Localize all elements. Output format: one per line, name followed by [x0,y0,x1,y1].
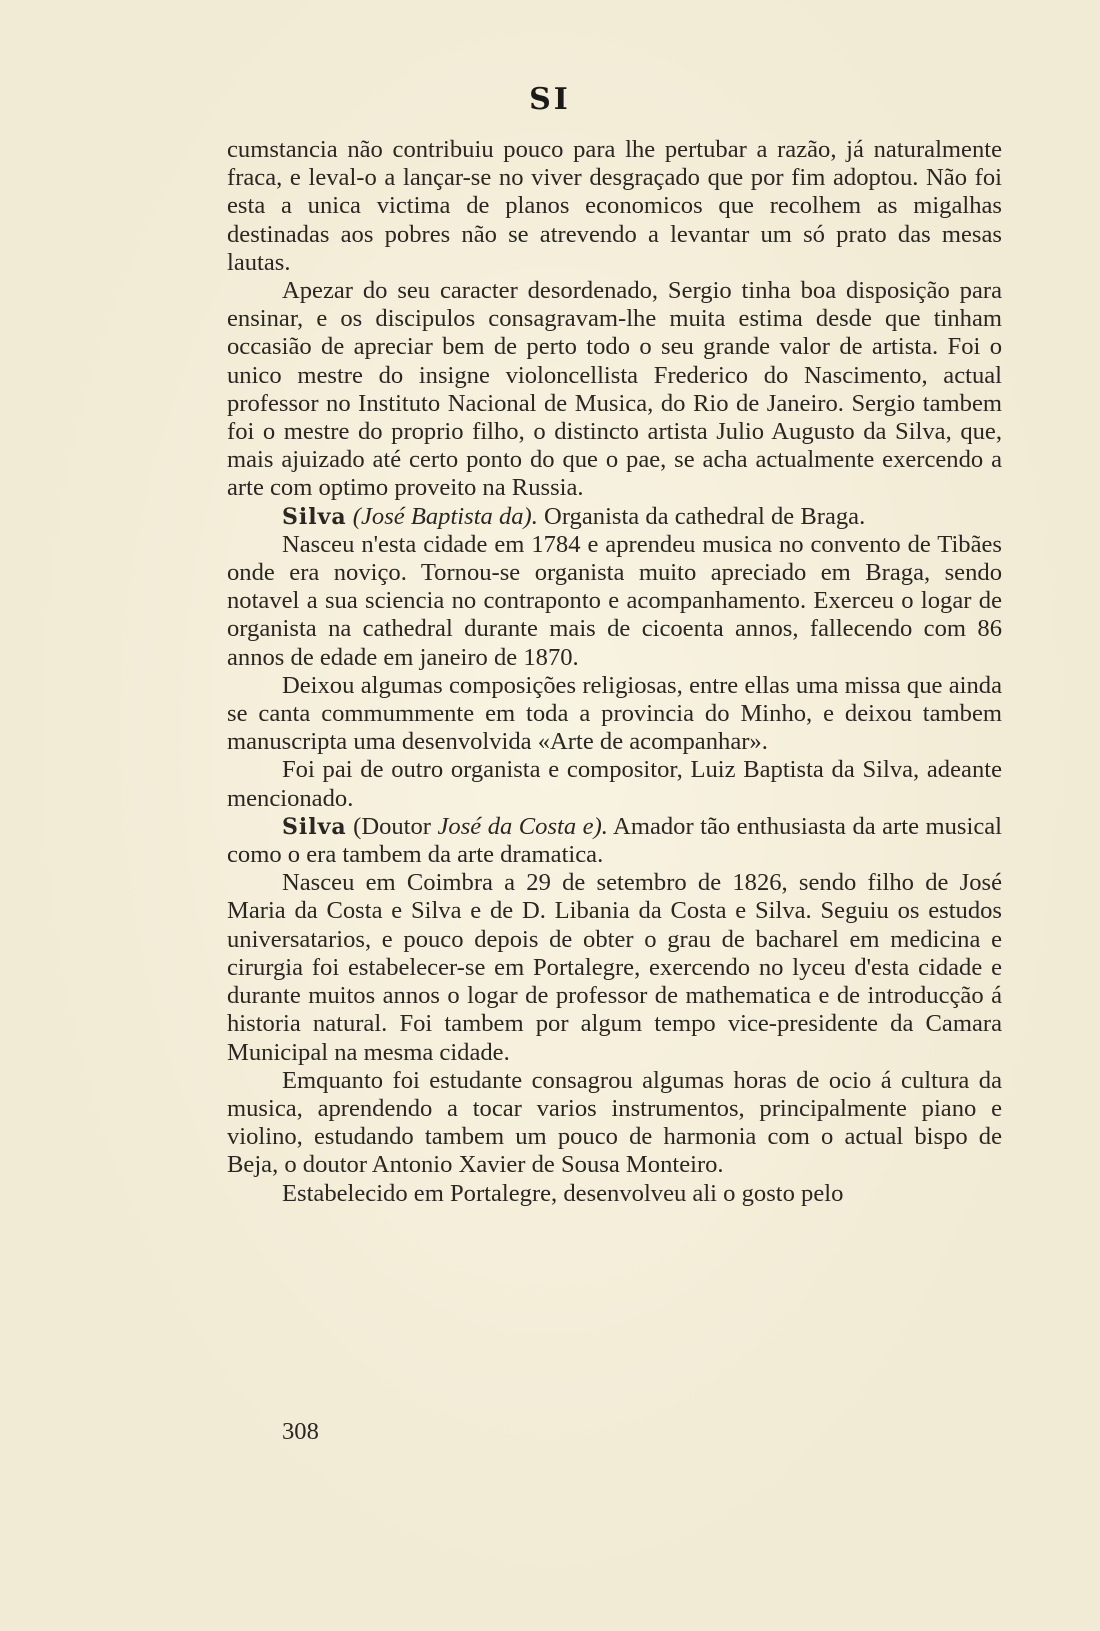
paragraph-continuation: cumstancia não contribuiu pouco para lhe pertubar a razão, já naturalmente fraca, e leval-o a lançar-se no viver desgraçado que por fim adoptou. Não foi esta a unica victima de planos economicos que recolhem as migalhas destinadas aos pobres não se atrevendo a levantar um só prato das mesas lautas. [227,136,1002,276]
paragraph-father-of: Foi pai de outro organista e compositor, Luiz Baptista da Silva, adeante mencionado. [227,756,1002,812]
body-text [227,136,1002,1208]
entry-description: Amador tão enthusiasta da arte musical como o era tambem da arte dramatica. [227,812,1002,869]
entry-qualifier: José da Costa e). [437,812,608,840]
entry-title: (Doutor [346,812,438,840]
paragraph-sergio-teaching: Apezar do seu caracter desordenado, Sergio tinha boa disposição para ensinar, e os discipulos consagravam-lhe muita estima desde que tinham occasião de apreciar bem de perto todo o seu grande valor de artista. Foi o unico mestre do insigne violoncellista Frederico do Nascimento, actual professor no Instituto Nacional de Musica, do Rio de Janeiro. Sergio tambem foi o mestre do proprio filho, o distincto artista Julio Augusto da Silva, que, mais ajuizado até certo ponto do que o pae, se acha actualmente exercendo a arte com optimo proveito na Russia. [227,277,1002,502]
entry-qualifier: (José Baptista da). [352,502,538,530]
paragraph-portalegre: Estabelecido em Portalegre, desenvolveu ali o gosto pelo [282,1179,844,1207]
entry-jose-da-costa-e-silva [227,813,1002,869]
entry-jose-baptista-da-silva [227,503,1002,531]
paragraph-compositions: Deixou algumas composições religiosas, entre ellas uma missa que ainda se canta commummente em toda a provincia do Minho, e deixou tambem manuscripta uma desenvolvida «Arte de acompanhar». [227,671,1002,756]
paragraph-student-music: Emquanto foi estudante consagrou algumas horas de ocio á cultura da musica, aprendendo a tocar varios instrumentos, principalmente piano e violino, estudando tambem um pouco de harmonia com o actual bispo de Beja, o doutor Antonio Xavier de Sousa Monteiro. [227,1066,1002,1179]
page-number: 308 [282,1418,319,1445]
entry-name: Silva [282,813,347,840]
running-head: SI [529,82,571,117]
entry-name: Silva [282,503,347,530]
paragraph-birth-coimbra: Nasceu em Coimbra a 29 de setembro de 1826, sendo filho de José Maria da Costa e Silva e de D. Libania da Costa e Silva. Seguiu os estudos universatarios, e pouco depois de obter o grau de bacharel em medicina e cirurgia foi estabelecer-se em Portalegre, exercendo no lyceu d'esta cidade e durante muitos annos o logar de professor de mathematica e de introducção á historia natural. Foi tambem por algum tempo vice-presidente da Camara Municipal na mesma cidade. [227,869,1002,1066]
entry-description: Organista da cathedral de Braga. [537,502,866,530]
paragraph-birth-braga: Nasceu n'esta cidade em 1784 e aprendeu musica no convento de Tibães onde era noviço. Tornou-se organista muito apreciado em Braga, sendo notavel a sua sciencia no contraponto e acompanhamento. Exerceu o logar de organista na cathedral durante mais de cicoenta annos, fallecendo com 86 annos de edade em janeiro de 1870. [227,530,1002,671]
